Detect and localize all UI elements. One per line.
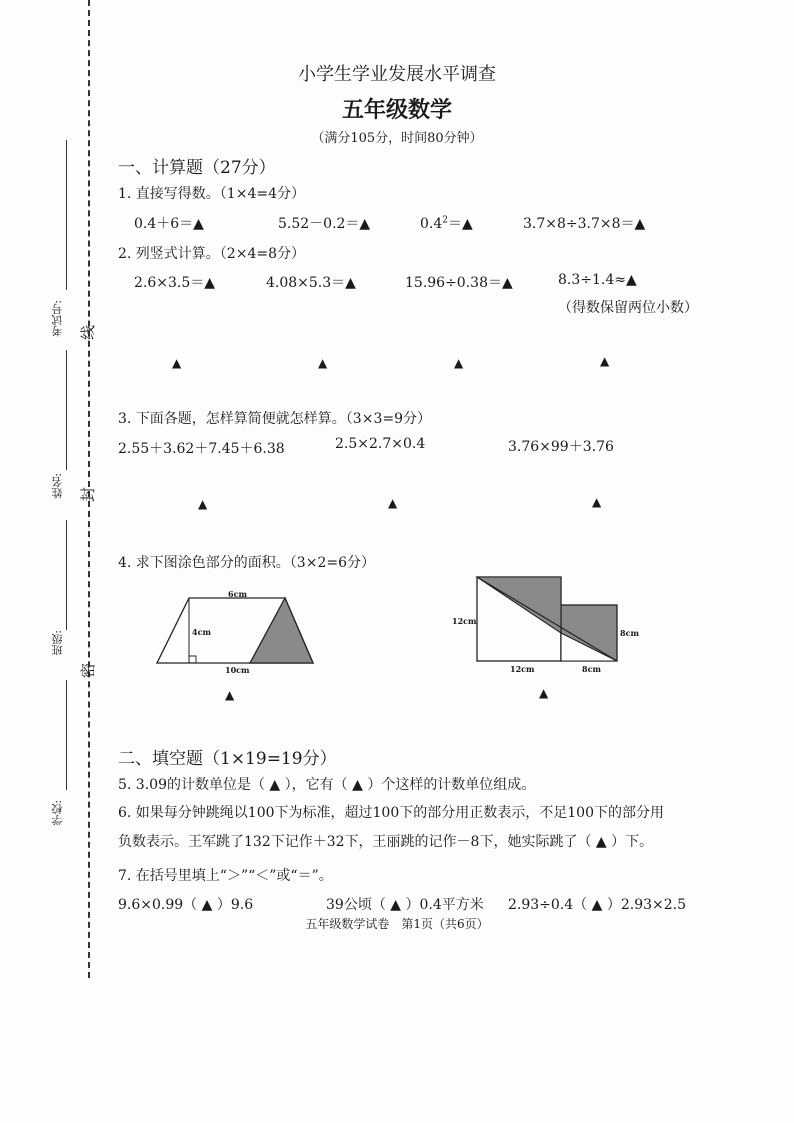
- q2-item-2: 4.08×5.3＝▲: [266, 275, 356, 291]
- q2-item-4: 8.3÷1.4≈▲: [558, 272, 637, 288]
- q1-item-3-base: 0.4: [420, 216, 443, 232]
- section2-heading: 二、填空题（1×19=19分）: [118, 749, 337, 769]
- q2-answer-mark-1: ▲: [172, 356, 182, 370]
- q6-line-2: 负数表示。王军跳了132下记作＋32下，王丽跳的记作－8下，她实际跳了（ ▲ ）下。: [118, 834, 654, 850]
- q3-item-1: 2.55＋3.62＋7.45＋6.38: [118, 441, 285, 457]
- name-blank-line: [66, 140, 67, 290]
- fig1-height-label: 4cm: [192, 627, 211, 637]
- q3-answer-mark-2: ▲: [388, 496, 398, 510]
- q4-answer-mark-2: ▲: [539, 686, 549, 700]
- q3-title: 3. 下面各题，怎样算简便就怎样算。（3×3=9分）: [118, 411, 431, 427]
- q1-item-3-exponent: 2: [442, 215, 448, 226]
- q6-line-1: 6. 如果每分钟跳绳以100下为标准，超过100下的部分用正数表示，不足100下的部分用: [118, 805, 664, 821]
- q3-answer-mark-1: ▲: [198, 497, 208, 511]
- q2-answer-mark-4: ▲: [600, 354, 610, 368]
- figure-squares: [470, 570, 620, 670]
- q7: 7. 在括号里填上“＞”“＜”或“＝”。: [118, 868, 333, 884]
- q1-item-3-result: ＝▲: [448, 216, 473, 232]
- blank-line-3: [66, 520, 67, 630]
- fig1-bottom-label: 10cm: [225, 665, 250, 675]
- q4-title: 4. 求下图涂色部分的面积。（3×2=6分）: [118, 555, 375, 571]
- q7-item-3: 2.93÷0.4（ ▲ ）2.93×2.5: [508, 897, 687, 913]
- class-label: 班级:: [51, 630, 64, 656]
- page-footer: 五年级数学试卷 第1页（共6页）: [305, 917, 489, 931]
- seal-seal-char: 封: [79, 486, 98, 503]
- q3-item-3: 3.76×99＋3.76: [508, 439, 614, 455]
- seal-line-char: 线: [79, 324, 98, 341]
- q2-answer-mark-3: ▲: [454, 356, 464, 370]
- q1-item-3: [420, 213, 473, 233]
- q2-title: 2. 列竖式计算。（2×4=8分）: [118, 246, 305, 262]
- q1-item-4: 3.7×8÷3.7×8＝▲: [523, 216, 646, 232]
- q7-item-2: 39公顷（ ▲ ）0.4平方米: [326, 897, 484, 913]
- section1-heading: 一、计算题（27分）: [118, 158, 276, 178]
- q4-answer-mark-1: ▲: [225, 688, 235, 702]
- exam-note: （满分105分，时间80分钟）: [311, 131, 483, 146]
- seal-secret-char: 密: [79, 662, 98, 679]
- fig2-left-label: 12cm: [452, 616, 477, 626]
- q7-item-1: 9.6×0.99（ ▲ ）9.6: [118, 897, 254, 913]
- fig2-bottom-left-label: 12cm: [510, 664, 535, 674]
- school-label: 学校:: [51, 800, 64, 826]
- fig2-right-label: 8cm: [620, 628, 639, 638]
- q2-item-1: 2.6×3.5＝▲: [134, 275, 216, 291]
- blank-line-4: [66, 680, 67, 790]
- q1-item-2: 5.52－0.2＝▲: [278, 216, 371, 232]
- exam-number-label: 考试号:: [51, 300, 64, 337]
- fig1-top-label: 6cm: [228, 589, 247, 599]
- fig2-bottom-right-label: 8cm: [582, 664, 601, 674]
- exam-title: 小学生学业发展水平调查: [298, 64, 496, 85]
- q1-title: 1. 直接写得数。（1×4=4分）: [118, 186, 305, 202]
- q3-answer-mark-3: ▲: [592, 495, 602, 509]
- q3-item-2: 2.5×2.7×0.4: [335, 436, 426, 452]
- name-label: 姓名:: [51, 473, 64, 499]
- q2-hint: （得数保留两位小数）: [558, 300, 698, 316]
- q2-answer-mark-2: ▲: [318, 356, 328, 370]
- blank-line-2: [66, 350, 67, 470]
- q5: 5. 3.09的计数单位是（ ▲ ），它有（ ▲ ）个这样的计数单位组成。: [118, 777, 536, 793]
- q2-item-3: 15.96÷0.38＝▲: [405, 275, 513, 291]
- exam-subtitle: 五年级数学: [341, 97, 452, 123]
- q1-item-1: 0.4＋6＝▲: [134, 216, 204, 232]
